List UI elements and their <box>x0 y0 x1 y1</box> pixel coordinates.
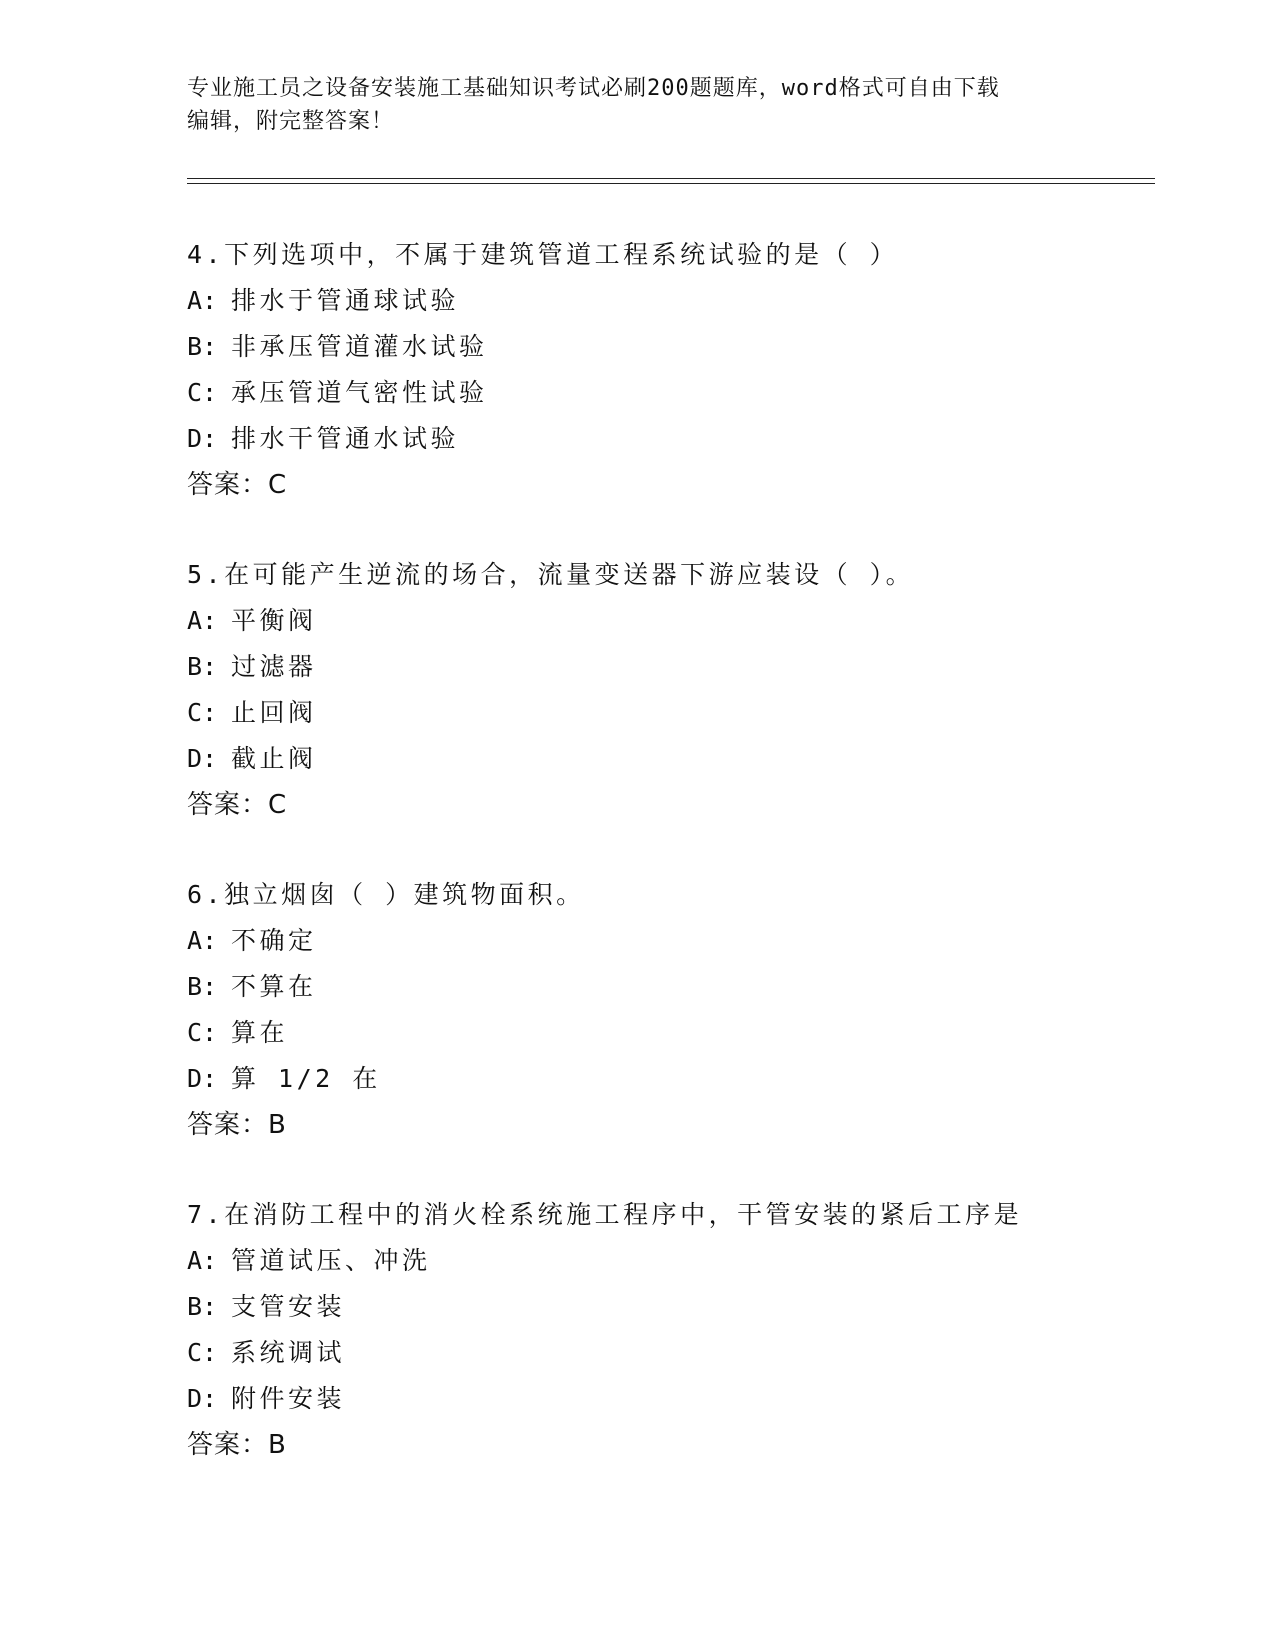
option-text: 平衡阀 <box>231 606 317 635</box>
question-7 <box>187 1192 1155 1468</box>
header-line-2: 编辑，附完整答案！ <box>187 109 395 134</box>
option-text: 排水于管通球试验 <box>231 286 460 315</box>
option-d <box>187 1056 1155 1102</box>
option-text: 非承压管道灌水试验 <box>231 332 488 361</box>
option-text: 不算在 <box>231 972 317 1001</box>
question-stem: 6.独立烟囱（ ）建筑物面积。 <box>187 880 585 909</box>
option-key: C: <box>187 1018 218 1047</box>
option-b <box>187 964 1155 1010</box>
option-key: D: <box>187 744 218 773</box>
option-a <box>187 918 1155 964</box>
answer: 答案：B <box>187 1430 287 1460</box>
option-key: A: <box>187 606 218 635</box>
option-b <box>187 324 1155 370</box>
answer: 答案：C <box>187 470 288 500</box>
option-a <box>187 278 1155 324</box>
option-key: B: <box>187 332 218 361</box>
question-6 <box>187 872 1155 1148</box>
document-header <box>187 72 1087 138</box>
option-d <box>187 1376 1155 1422</box>
option-text: 系统调试 <box>231 1338 346 1367</box>
header-divider-top <box>187 178 1155 179</box>
option-d <box>187 416 1155 462</box>
option-text: 算在 <box>231 1018 289 1047</box>
option-text: 承压管道气密性试验 <box>231 378 488 407</box>
option-text: 附件安装 <box>231 1384 346 1413</box>
option-b <box>187 644 1155 690</box>
question-5 <box>187 552 1155 828</box>
header-line-1: 专业施工员之设备安装施工基础知识考试必刷200题题库，word格式可自由下载 <box>187 76 1000 101</box>
option-key: B: <box>187 972 218 1001</box>
option-key: C: <box>187 378 218 407</box>
answer: 答案：C <box>187 790 288 820</box>
option-a <box>187 1238 1155 1284</box>
option-text: 排水干管通水试验 <box>231 424 460 453</box>
option-key: A: <box>187 286 218 315</box>
option-key: C: <box>187 698 218 727</box>
option-text: 管道试压、冲洗 <box>231 1246 431 1275</box>
option-c <box>187 1010 1155 1056</box>
option-key: A: <box>187 926 218 955</box>
option-text: 不确定 <box>231 926 317 955</box>
option-a <box>187 598 1155 644</box>
question-stem: 5.在可能产生逆流的场合，流量变送器下游应装设（ ）。 <box>187 560 915 589</box>
option-b <box>187 1284 1155 1330</box>
option-key: D: <box>187 1384 218 1413</box>
option-key: B: <box>187 652 218 681</box>
answer: 答案：B <box>187 1110 287 1140</box>
question-stem: 7.在消防工程中的消火栓系统施工程序中，干管安装的紧后工序是 <box>187 1200 1023 1229</box>
option-key: A: <box>187 1246 218 1275</box>
option-text: 过滤器 <box>231 652 317 681</box>
option-key: D: <box>187 1064 218 1093</box>
option-c <box>187 690 1155 736</box>
option-text: 止回阀 <box>231 698 317 727</box>
question-stem: 4.下列选项中，不属于建筑管道工程系统试验的是（ ） <box>187 240 899 269</box>
option-text: 算 1/2 在 <box>231 1064 381 1093</box>
option-key: B: <box>187 1292 218 1321</box>
question-4 <box>187 232 1155 508</box>
option-c <box>187 1330 1155 1376</box>
header-divider-bottom <box>187 183 1155 184</box>
option-c <box>187 370 1155 416</box>
option-key: D: <box>187 424 218 453</box>
option-text: 截止阀 <box>231 744 317 773</box>
option-d <box>187 736 1155 782</box>
option-key: C: <box>187 1338 218 1367</box>
option-text: 支管安装 <box>231 1292 346 1321</box>
